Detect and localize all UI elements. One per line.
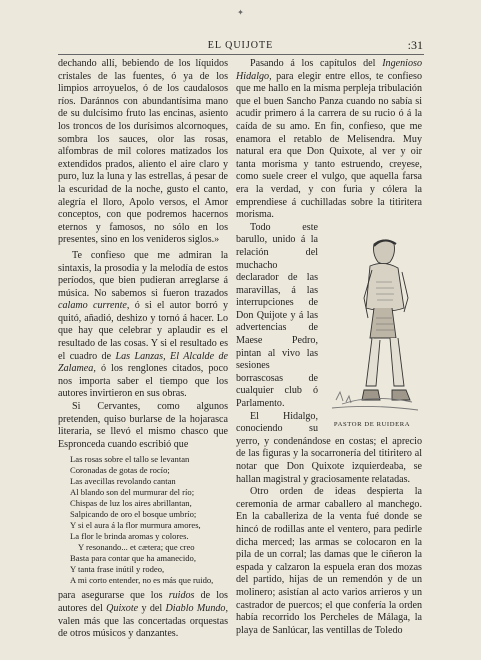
poem-line: Al blando son del murmurar del río; [70, 487, 195, 498]
paragraph: Todo este barullo, unido á la relación del muchacho declarador de las maravillas, á las interrupciones de Don Quijote y á las advertencias de Maese Pedro, pintan al vivo las sesiones borrascosas de cualquier club ó Parlamento. [236, 221, 318, 410]
paragraph: Pasando á los capítulos del Ingenioso Hidalgo, para elegir entre ellos, te confieso que me hallo en la misma perpleja tribulación que el buen Sancho Panza cuando no sabía si acudir primero á la carrera de su rucio ó á la caída de su amo. En fin, confieso, que me enamora el retablo de Melisendra. Muy natural era que Don Quixote, al ver y oir tanta morisma y tanto estruendo, creyese, como suele creer el vulgo, que aquella farsa era la verdad, y con furia y cólera la emprendiese á cuchilladas sobre la titiritera morisma. [236, 58, 422, 221]
header-rule [58, 54, 424, 55]
illustration-figure [322, 222, 422, 432]
poem-line: Chispas de luz los aires abrillantan, [70, 498, 192, 509]
paragraph: dechando allí, bebiendo de los líquidos cristales de las fuentes, ó ya de los limpios arroyuelos, ó de los caudalosos ríos. Daránnos con abundantísima mano de su dulcísimo fruto las encinas, asiento los troncos de los durísimos alcornoques, sombra los sauces, olor las rosas, alfombras de mil colores matizados los extendidos prados, aliento el aire claro y puro, luz la luna y las estrellas, á pesar de la escuridad de la noche, gusto el canto, alegría el lloro, Apolo versos, el Amor conceptos, con que podremos hacernos eternos y famosos, no sólo en los presentes, sino en los venideros siglos.» [58, 58, 228, 246]
paragraph: El Hidalgo, conociendo su yerro, y condenándose en costas; el aprecio de las figuras y la socarronería del titiritero al notar que Don Quixote izquierdeaba, se hallan magistral y graciosamente relatadas. [236, 410, 422, 485]
paragraph: Te confieso que me admiran la sintaxis, la prosodia y la melodía de estos períodos, que bien pudieran arreglarse á música. No sabemos si fueron trazados calamo currente, ó si el autor borró y quitó, añadió, deshizo y tornó á hacer. Lo que hay que celebrar y aplaudir es el resultado de las cosas. Y si el resultado es el cuadro de Las Lanzas, El Alcalde de Zalamea, ó los renglones citados, poco nos importa saber el tiempo que los autores invirtieron en sus obras. [58, 249, 228, 400]
figure-caption: PASTOR DE RUIDERA [333, 421, 411, 429]
poem-line: A mi corto entender, no es más que ruido, [70, 575, 214, 586]
poem-line: Basta para contar que ha amanecido, [70, 553, 196, 564]
poem-line: Y si el aura á la flor murmura amores, [70, 520, 201, 531]
page-number: :31 [407, 38, 423, 52]
right-column [236, 58, 422, 637]
poem-line: Y resonando... et cætera; que creo [78, 542, 195, 553]
header-ornament: ✦ [237, 8, 244, 17]
paragraph: para asegurarse que los ruidos de los autores del Quixote y del Diablo Mundo, valen más que las concertadas orquestas de otros músicos y danzantes. [58, 590, 229, 640]
left-column [58, 58, 228, 641]
poem-line: Las avecillas revolando cantan [70, 476, 176, 487]
running-title: EL QUIJOTE [207, 40, 274, 51]
poem-line: Salpicando de oro el bosque umbrío; [70, 509, 197, 520]
poem-line: La flor le brinda aromas y colores. [70, 531, 189, 542]
shepherd-illustration [322, 222, 422, 422]
paragraph: Otro orden de ideas despierta la ceremonia de armar caballero al manchego. En la caballeriza de la venta fué donde se hincó de rodillas ante el ventero, para pedirle dicha merced; las armas se colocaron en la pila de un corral; las damas que le ciñeron la espada y calzaron la espuela eran dos mozas del partido, hijas de un remendón y de un molinero; asistían al acto varios arrieros y un castrador de puercos; el que confería la orden había recorrido los Percheles de Málaga, la playa de Sanlúcar, las ventillas de Toledo [236, 486, 422, 636]
poem-line: Las rosas sobre el tallo se levantan [70, 454, 190, 465]
paragraph: Si Cervantes, como algunos pretenden, quiso burlarse de la hojarasca literaria, se llevó el mismo chasco que Espronceda cuando escribió que [58, 401, 228, 450]
poem-line: Y tanta frase inútil y rodeo, [70, 564, 165, 575]
poem-quote [70, 454, 228, 586]
poem-line: Coronadas de gotas de rocío; [70, 465, 170, 476]
